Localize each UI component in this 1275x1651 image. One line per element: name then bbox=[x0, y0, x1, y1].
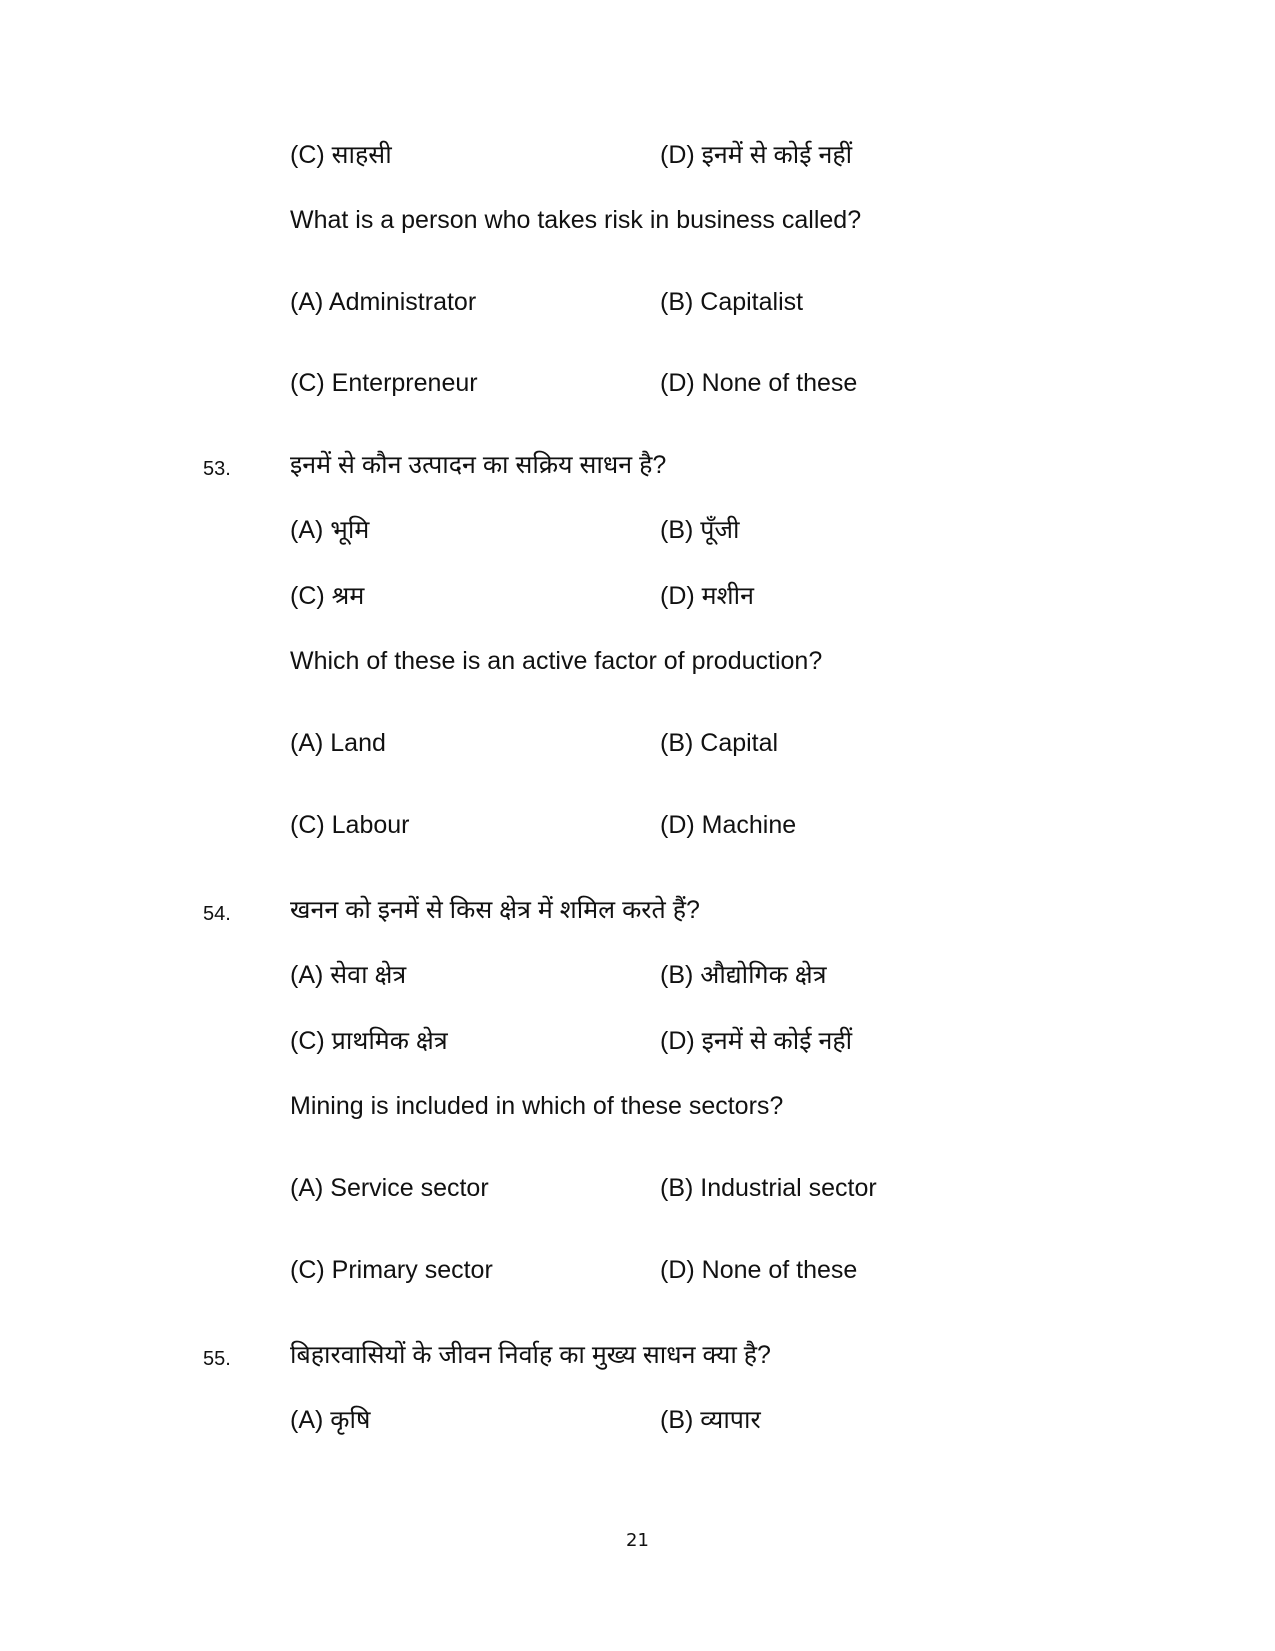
q53-option-c-english: (C) Labour bbox=[290, 811, 410, 839]
q54-option-b-hindi: (B) औद्योगिक क्षेत्र bbox=[660, 961, 827, 989]
q54-question-english: Mining is included in which of these sectors? bbox=[290, 1092, 784, 1120]
q53-option-b-hindi: (B) पूँजी bbox=[660, 516, 740, 544]
q53-option-b-english: (B) Capital bbox=[660, 729, 779, 757]
q54-option-b-english: (B) Industrial sector bbox=[660, 1174, 877, 1202]
q53-number: 53. bbox=[203, 458, 231, 480]
q55-number: 55. bbox=[203, 1348, 231, 1370]
q55-question-hindi: बिहारवासियों के जीवन निर्वाह का मुख्य साधन क्या है? bbox=[290, 1341, 771, 1369]
q52-option-a-english: (A) Administrator bbox=[290, 288, 477, 316]
q52-option-b-english: (B) Capitalist bbox=[660, 288, 804, 316]
q53-option-d-english: (D) Machine bbox=[660, 811, 797, 839]
q53-option-c-hindi: (C) श्रम bbox=[290, 582, 365, 610]
q54-option-d-english: (D) None of these bbox=[660, 1256, 858, 1284]
q52-question-english: What is a person who takes risk in business called? bbox=[290, 206, 862, 234]
q53-option-d-hindi: (D) मशीन bbox=[660, 582, 754, 610]
q53-question-hindi: इनमें से कौन उत्पादन का सक्रिय साधन है? bbox=[290, 451, 667, 479]
q55-option-a-hindi: (A) कृषि bbox=[290, 1406, 371, 1434]
q54-question-hindi: खनन को इनमें से किस क्षेत्र में शमिल करते हैं? bbox=[290, 896, 700, 924]
q54-option-c-english: (C) Primary sector bbox=[290, 1256, 493, 1284]
q53-option-a-hindi: (A) भूमि bbox=[290, 516, 370, 544]
q54-option-d-hindi: (D) इनमें से कोई नहीं bbox=[660, 1027, 853, 1055]
q54-number: 54. bbox=[203, 903, 231, 925]
q54-option-a-hindi: (A) सेवा क्षेत्र bbox=[290, 961, 407, 989]
q53-option-a-english: (A) Land bbox=[290, 729, 386, 757]
q52-option-d-hindi: (D) इनमें से कोई नहीं bbox=[660, 141, 853, 169]
q53-question-english: Which of these is an active factor of production? bbox=[290, 647, 823, 675]
q55-option-b-hindi: (B) व्यापार bbox=[660, 1406, 761, 1434]
q54-option-a-english: (A) Service sector bbox=[290, 1174, 489, 1202]
q54-option-c-hindi: (C) प्राथमिक क्षेत्र bbox=[290, 1027, 448, 1055]
q52-option-d-english: (D) None of these bbox=[660, 369, 858, 397]
page-number: 21 bbox=[626, 1530, 649, 1551]
q52-option-c-hindi: (C) साहसी bbox=[290, 141, 392, 169]
q52-option-c-english: (C) Enterpreneur bbox=[290, 369, 478, 397]
